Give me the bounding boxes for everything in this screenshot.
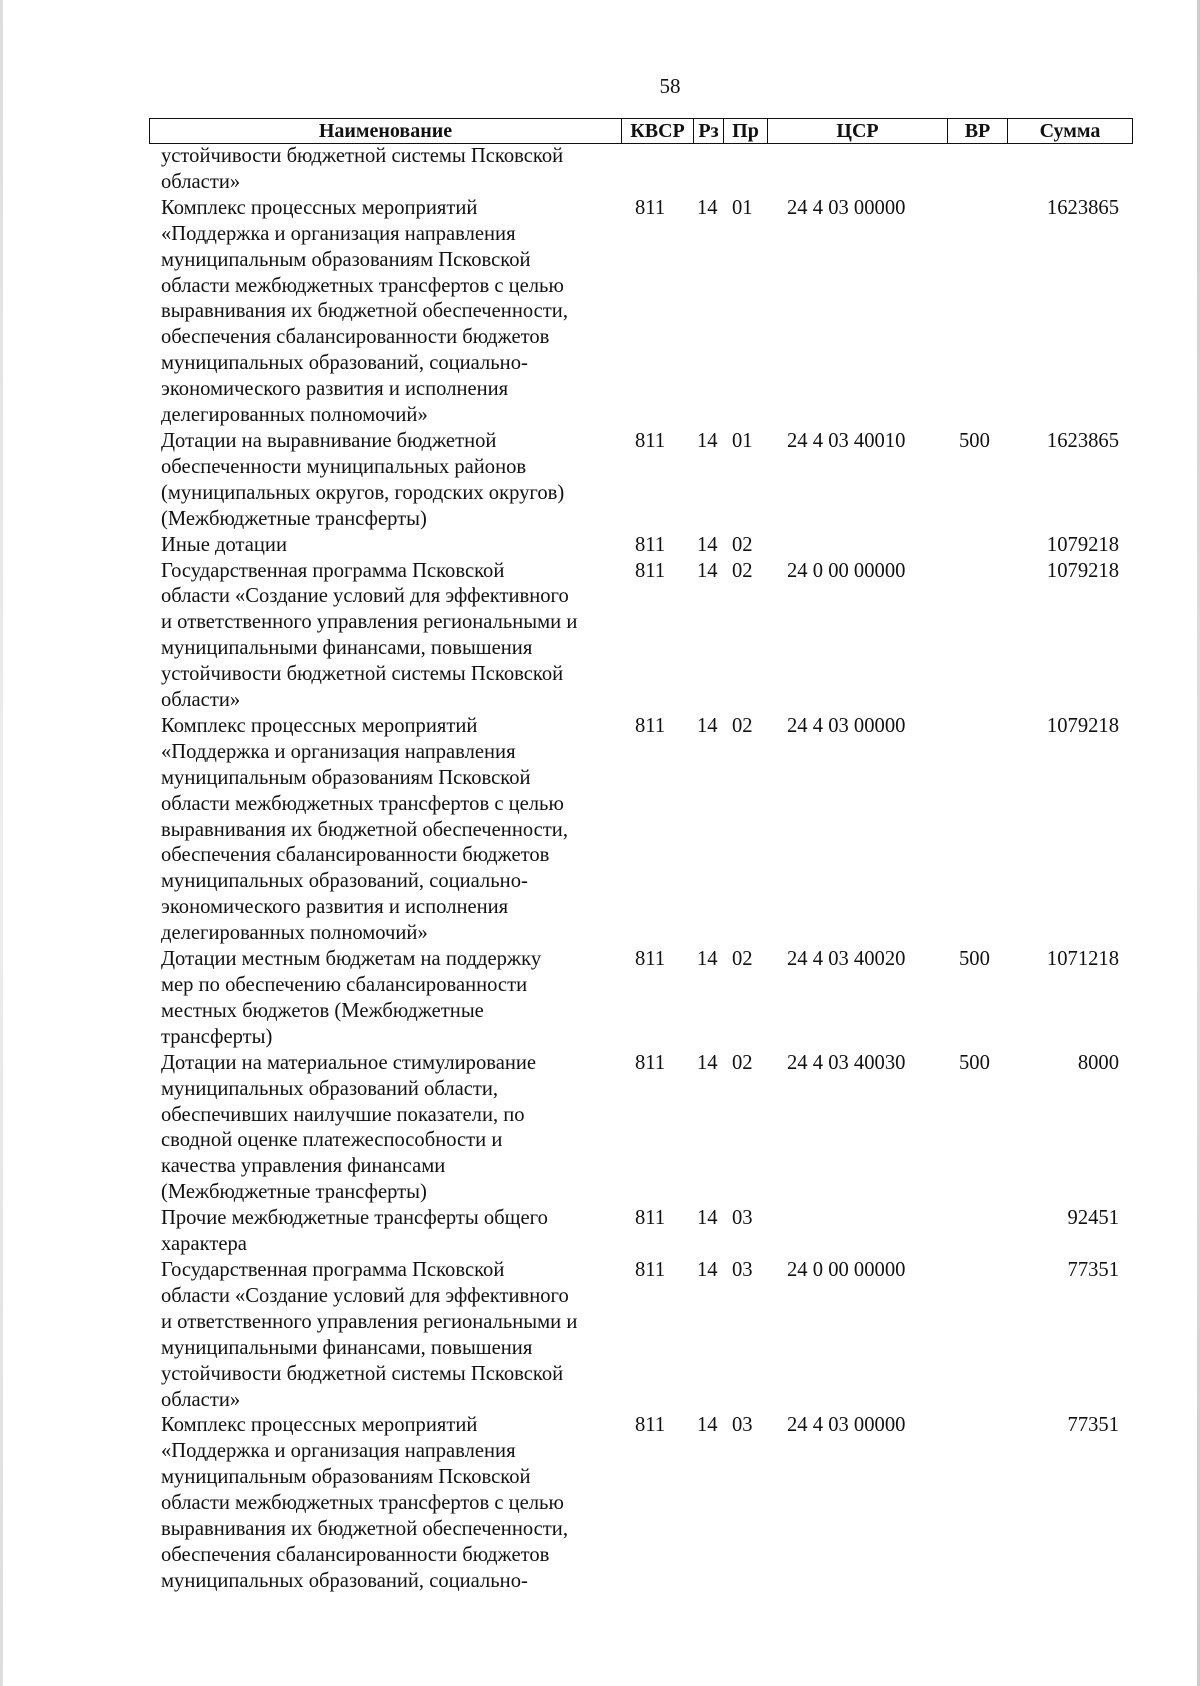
- cell-sum: 1623865: [1046, 429, 1119, 452]
- table-row: [149, 429, 1133, 533]
- cell-pr: 02: [732, 1051, 753, 1074]
- cell-kvsr: 811: [635, 429, 666, 452]
- name-line: обеспечения сбалансированности бюджетов: [161, 326, 550, 349]
- name-line: устойчивости бюджетной системы Псковской: [161, 145, 564, 167]
- name-line: муниципальных образований, социально-: [161, 870, 528, 893]
- table-row: [149, 1258, 1133, 1413]
- cell-rz: 14: [697, 196, 718, 219]
- cell-csr: 24 4 03 00000: [787, 714, 906, 737]
- cell-pr: 02: [732, 714, 753, 737]
- name-line: устойчивости бюджетной системы Псковской: [161, 1362, 564, 1385]
- cell-pr: 01: [732, 196, 753, 219]
- name-line: муниципальным образованиям Псковской: [161, 1466, 531, 1489]
- cell-rz: 14: [697, 1207, 718, 1230]
- cell-rz: 14: [697, 1414, 718, 1437]
- name-line: муниципальным образованиям Псковской: [161, 766, 531, 789]
- name-line: Дотации на материальное стимулирование: [161, 1051, 537, 1074]
- name-line: выравнивания их бюджетной обеспеченности,: [161, 818, 568, 841]
- header-pr: Пр: [724, 119, 768, 143]
- name-line: выравнивания их бюджетной обеспеченности,: [161, 1518, 568, 1541]
- table-row: [149, 947, 1133, 1051]
- table-body: [149, 144, 1133, 1595]
- name-line: Иные дотации: [161, 533, 287, 556]
- table-row: [149, 559, 1133, 714]
- cell-csr: 24 4 03 40030: [787, 1051, 906, 1074]
- name-line: «Поддержка и организация направления: [161, 1440, 516, 1463]
- name-line: (Межбюджетные трансферты): [161, 1181, 427, 1204]
- name-line: качества управления финансами: [161, 1155, 446, 1178]
- name-line: муниципальными финансами, повышения: [161, 637, 533, 660]
- cell-rz: 14: [697, 1051, 718, 1074]
- name-line: области межбюджетных трансфертов с целью: [161, 274, 564, 297]
- table-row: [149, 714, 1133, 947]
- name-line: Государственная программа Псковской: [161, 1258, 505, 1281]
- name-line: (Межбюджетные трансферты): [161, 507, 427, 530]
- cell-name: [149, 429, 621, 533]
- name-line: мер по обеспечению сбалансированности: [161, 974, 528, 996]
- cell-rz: 14: [697, 948, 718, 971]
- cell-sum: 1079218: [1046, 714, 1119, 737]
- cell-name: [149, 559, 621, 714]
- name-line: «Поддержка и организация направления: [161, 222, 516, 245]
- cell-csr: 24 4 03 00000: [787, 1414, 906, 1437]
- cell-csr: 24 4 03 40020: [787, 948, 906, 971]
- cell-rz: 14: [697, 714, 718, 737]
- cell-name: [149, 196, 621, 429]
- name-line: Прочие межбюджетные трансферты общего: [161, 1207, 548, 1230]
- header-rz: Рз: [694, 119, 724, 143]
- name-line: обеспечения сбалансированности бюджетов: [161, 844, 550, 867]
- name-line: муниципальными финансами, повышения: [161, 1336, 533, 1359]
- table-row: [149, 144, 1133, 196]
- header-sum: Сумма: [1039, 120, 1101, 142]
- name-line: обеспеченности муниципальных районов: [161, 455, 527, 478]
- name-line: муниципальных образований области,: [161, 1077, 499, 1100]
- cell-name: [149, 533, 621, 559]
- name-line: обеспечения сбалансированности бюджетов: [161, 1543, 550, 1566]
- header-kvsr: КВСР: [622, 119, 694, 143]
- cell-pr: 01: [732, 429, 753, 452]
- name-line: характера: [161, 1233, 247, 1256]
- header-vr: ВР: [948, 119, 1008, 143]
- cell-sum: 77351: [1067, 1258, 1119, 1281]
- cell-pr: 02: [732, 533, 753, 556]
- name-line: области межбюджетных трансфертов с целью: [161, 1492, 564, 1515]
- cell-kvsr: 811: [635, 1258, 666, 1281]
- name-line: муниципальным образованиям Псковской: [161, 248, 531, 271]
- cell-name: [149, 1413, 621, 1594]
- cell-sum: 8000: [1077, 1051, 1119, 1074]
- page-number-text: 58: [659, 74, 681, 98]
- name-line: и ответственного управления региональными и: [161, 1310, 578, 1333]
- cell-rz: 14: [697, 429, 718, 452]
- name-line: (муниципальных округов, городских округов): [161, 481, 565, 504]
- name-line: «Поддержка и организация направления: [161, 740, 516, 763]
- cell-kvsr: 811: [635, 533, 666, 556]
- cell-csr: 24 0 00 00000: [787, 1258, 906, 1281]
- name-line: Комплекс процессных мероприятий: [161, 1414, 478, 1437]
- cell-pr: 03: [732, 1258, 753, 1281]
- cell-name: [149, 144, 621, 196]
- name-line: и ответственного управления региональными и: [161, 611, 578, 634]
- cell-name: [149, 1206, 621, 1258]
- cell-kvsr: 811: [635, 559, 666, 582]
- cell-rz: 14: [697, 559, 718, 582]
- name-line: области «Создание условий для эффективного: [161, 585, 569, 608]
- table-row: [149, 1413, 1133, 1594]
- cell-vr: 500: [959, 948, 990, 971]
- cell-kvsr: 811: [635, 196, 666, 219]
- cell-sum: 1079218: [1046, 559, 1119, 582]
- table-header: [149, 118, 1133, 144]
- name-line: обеспечивших наилучшие показатели, по: [161, 1103, 525, 1126]
- cell-name: [149, 1258, 621, 1413]
- cell-pr: 03: [732, 1207, 753, 1230]
- cell-vr: 500: [959, 1051, 990, 1074]
- cell-sum: 1623865: [1046, 196, 1119, 219]
- name-line: трансферты): [161, 1025, 273, 1048]
- name-line: сводной оценке платежеспособности и: [161, 1129, 503, 1152]
- page-number: [0, 74, 1200, 99]
- cell-rz: 14: [697, 1258, 718, 1281]
- table-row: [149, 533, 1133, 559]
- cell-name: [149, 714, 621, 947]
- cell-kvsr: 811: [635, 714, 666, 737]
- name-line: Государственная программа Псковской: [161, 559, 505, 582]
- name-line: области межбюджетных трансфертов с целью: [161, 792, 564, 815]
- name-line: области»: [161, 170, 241, 193]
- name-line: муниципальных образований, социально-: [161, 1569, 528, 1592]
- scan-edge-left: [0, 0, 3, 1686]
- cell-sum: 92451: [1067, 1207, 1119, 1230]
- name-line: устойчивости бюджетной системы Псковской: [161, 663, 564, 686]
- cell-csr: 24 0 00 00000: [787, 559, 906, 582]
- cell-pr: 03: [732, 1414, 753, 1437]
- name-line: делегированных полномочий»: [161, 922, 428, 945]
- cell-kvsr: 811: [635, 948, 666, 971]
- name-line: области «Создание условий для эффективного: [161, 1284, 569, 1307]
- cell-kvsr: 811: [635, 1051, 666, 1074]
- cell-csr: 24 4 03 00000: [787, 196, 906, 219]
- name-line: экономического развития и исполнения: [161, 378, 509, 401]
- name-line: муниципальных образований, социально-: [161, 352, 528, 375]
- table-row: [149, 1051, 1133, 1206]
- cell-vr: 500: [959, 429, 990, 452]
- header-name: Наименование: [150, 119, 622, 143]
- name-line: Комплекс процессных мероприятий: [161, 196, 478, 219]
- cell-kvsr: 811: [635, 1414, 666, 1437]
- cell-sum: 1079218: [1046, 533, 1119, 556]
- name-line: области»: [161, 689, 241, 712]
- name-line: Комплекс процессных мероприятий: [161, 714, 478, 737]
- name-line: местных бюджетов (Межбюджетные: [161, 999, 484, 1022]
- cell-pr: 02: [732, 559, 753, 582]
- cell-pr: 02: [732, 948, 753, 971]
- table-row: [149, 1206, 1133, 1258]
- cell-rz: 14: [697, 533, 718, 556]
- cell-sum: 1071218: [1046, 948, 1119, 971]
- name-line: Дотации на выравнивание бюджетной: [161, 429, 497, 452]
- cell-kvsr: 811: [635, 1207, 666, 1230]
- table-row: [149, 196, 1133, 429]
- cell-sum: 77351: [1067, 1414, 1119, 1437]
- name-line: Дотации местным бюджетам на поддержку: [161, 948, 542, 971]
- name-line: экономического развития и исполнения: [161, 896, 509, 919]
- header-csr: ЦСР: [768, 119, 948, 143]
- name-line: выравнивания их бюджетной обеспеченности,: [161, 300, 568, 323]
- cell-name: [149, 1051, 621, 1206]
- name-line: делегированных полномочий»: [161, 404, 428, 427]
- cell-name: [149, 947, 621, 1051]
- name-line: области»: [161, 1388, 241, 1411]
- cell-csr: 24 4 03 40010: [787, 429, 906, 452]
